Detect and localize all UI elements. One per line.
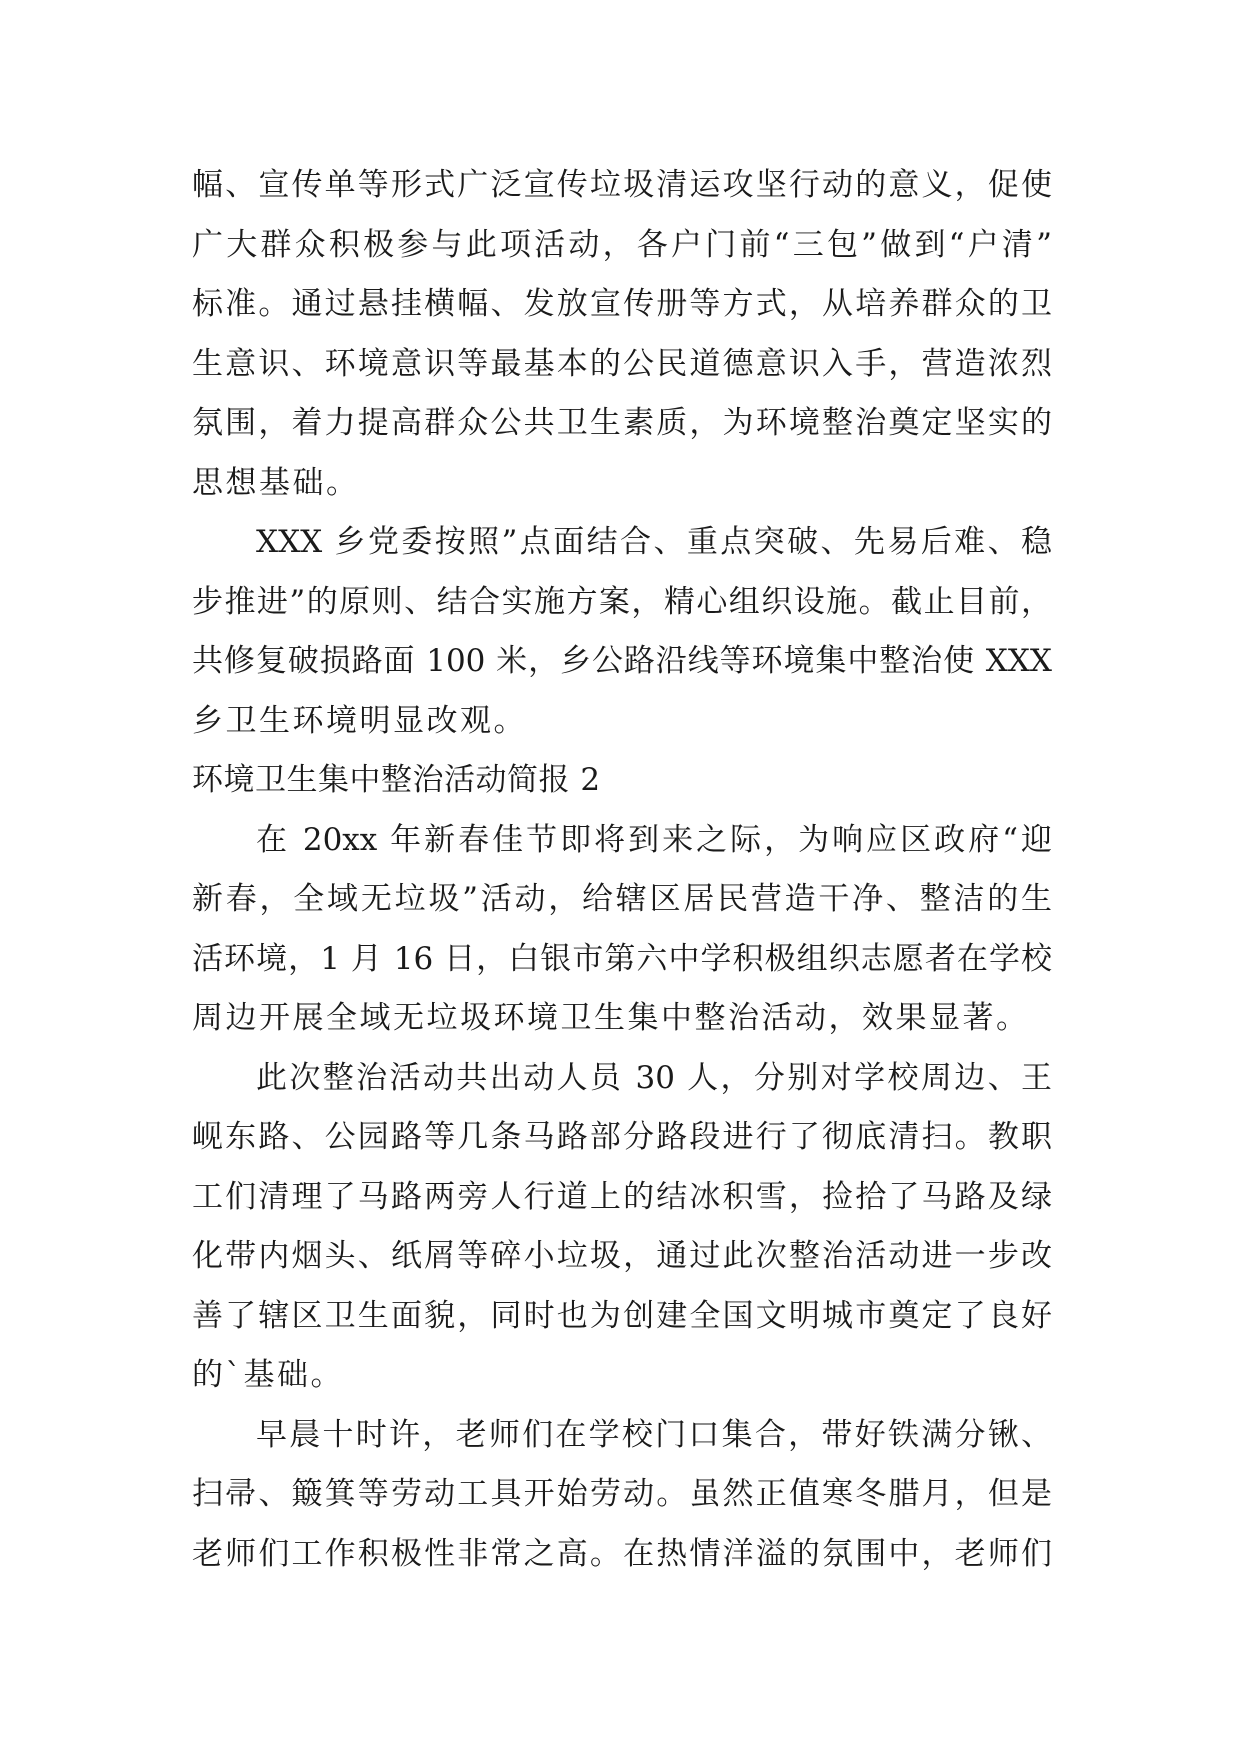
paragraph-line: 工们清理了马路两旁人行道上的结冰积雪，捡拾了马路及绿 — [192, 1178, 1052, 1215]
paragraph-line: 氛围，着力提高群众公共卫生素质，为环境整治奠定坚实的 — [192, 405, 1052, 441]
paragraph-line: 善了辖区卫生面貌，同时也为创建全国文明城市奠定了良好 — [192, 1297, 1052, 1334]
paragraph-line: 新春，全域无垃圾”活动，给辖区居民营造干净、整洁的生 — [192, 881, 1052, 917]
paragraph-line: 扫帚、簸箕等劳动工具开始劳动。虽然正值寒冬腊月，但是 — [192, 1476, 1052, 1512]
paragraph-line: 活环境，1 月 16 日，白银市第六中学积极组织志愿者在学校 — [192, 940, 1052, 977]
paragraph-line: 周边开展全域无垃圾环境卫生集中整治活动，效果显著。 — [192, 1000, 1030, 1036]
paragraph-line: 步推进”的原则、结合实施方案，精心组织设施。截止目前， — [192, 583, 1052, 620]
paragraph-line: 标准。通过悬挂横幅、发放宣传册等方式，从培养群众的卫 — [192, 286, 1052, 322]
document-body — [192, 156, 1052, 1584]
paragraph-line: 此次整治活动共出动人员 30 人，分别对学校周边、王 — [256, 1059, 1052, 1096]
paragraph-line: 思想基础。 — [192, 464, 360, 501]
paragraph-line: 的`基础。 — [192, 1357, 344, 1393]
paragraph-line: 化带内烟头、纸屑等碎小垃圾，通过此次整治活动进一步改 — [192, 1238, 1052, 1274]
paragraph-line: 早晨十时许，老师们在学校门口集合，带好铁满分锹、 — [256, 1416, 1052, 1453]
paragraph-line: 共修复破损路面 100 米，乡公路沿线等环境集中整治使 XXX — [192, 643, 1052, 679]
paragraph-line: 老师们工作积极性非常之高。在热情洋溢的氛围中，老师们 — [192, 1535, 1052, 1572]
paragraph-line: 岘东路、公园路等几条马路部分路段进行了彻底清扫。教职 — [192, 1119, 1052, 1155]
paragraph-line: 幅、宣传单等形式广泛宣传垃圾清运攻坚行动的意义，促使 — [192, 167, 1052, 203]
paragraph-line: 在 20xx 年新春佳节即将到来之际，为响应区政府“迎 — [256, 821, 1052, 858]
paragraph-line: 广大群众积极参与此项活动，各户门前“三包”做到“户清” — [192, 226, 1052, 263]
paragraph-line: 生意识、环境意识等最基本的公民道德意识入手，营造浓烈 — [192, 345, 1052, 382]
section-heading: 环境卫生集中整治活动简报 2 — [192, 762, 601, 798]
paragraph-line: 乡卫生环境明显改观。 — [192, 702, 527, 739]
paragraph-line: XXX 乡党委按照”点面结合、重点突破、先易后难、稳 — [256, 524, 1052, 560]
